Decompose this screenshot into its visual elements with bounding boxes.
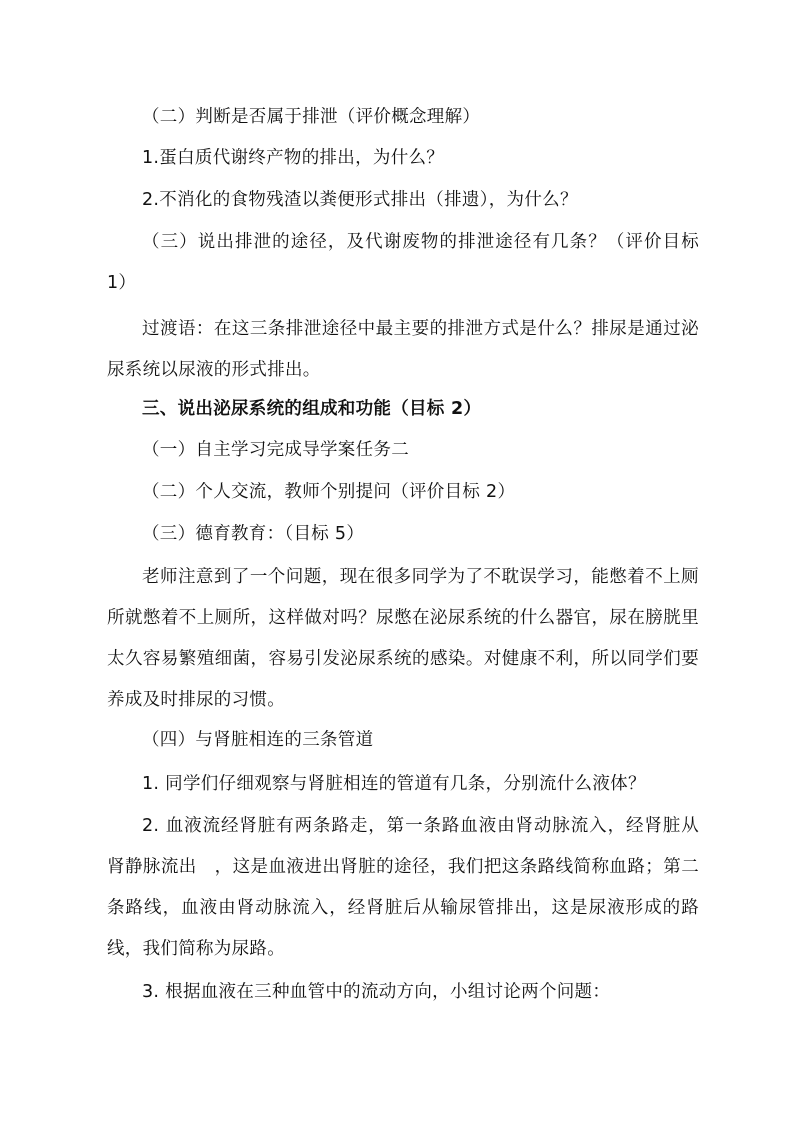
transition-paragraph: 过渡语：在这三条排泄途径中最主要的排泄方式是什么？排尿是通过泌尿系统以尿液的形式排出。: [107, 319, 699, 380]
subsection-heading-excretion-routes: （三）说出排泄的途径，及代谢废物的排泄途径有几条？（评价目标 1）: [107, 232, 699, 293]
duct-question-1: 1. 同学们仔细观察与肾脏相连的管道有几条，分别流什么液体？: [142, 774, 646, 794]
subsection-self-study: （一）自主学习完成导学案任务二: [142, 440, 409, 460]
moral-education-paragraph: 老师注意到了一个问题，现在很多同学为了不耽误学习，能憋着不上厕所就憋着不上厕所，这样做对吗？尿憋在泌尿系统的什么器官，尿在膀胱里太久容易繁殖细菌，容易引发泌尿系统的感染。对健康不利，所以同学们要养成及时排尿的习惯。: [107, 567, 699, 710]
section-heading-urinary-system: 三、说出泌尿系统的组成和功能（目标 2）: [142, 399, 482, 419]
discussion-question-3: 3. 根据血液在三种血管中的流动方向，小组讨论两个问题：: [142, 982, 611, 1002]
subsection-moral-education: （三）德育教育：（目标 5）: [142, 524, 365, 544]
blood-route-paragraph: 2. 血液流经肾脏有两条路走，第一条路血液由肾动脉流入，经肾脏从肾静脉流出 ，这是血液进出肾脏的途径，我们把这条路线简称血路；第二条路线，血液由肾动脉流入，经肾脏后从输尿管排出，这是尿液形成的路线，我们简称为尿路。: [107, 816, 699, 959]
subsection-heading-judge-excretion: （二）判断是否属于排泄（评价概念理解）: [142, 107, 481, 127]
question-item-1: 1.蛋白质代谢终产物的排出，为什么？: [142, 148, 445, 168]
subsection-exchange: （二）个人交流，教师个别提问（评价目标 2）: [142, 482, 516, 502]
question-item-2: 2.不消化的食物残渣以粪便形式排出（排遗），为什么？: [142, 190, 578, 210]
subsection-three-ducts: （四）与肾脏相连的三条管道: [142, 730, 374, 750]
